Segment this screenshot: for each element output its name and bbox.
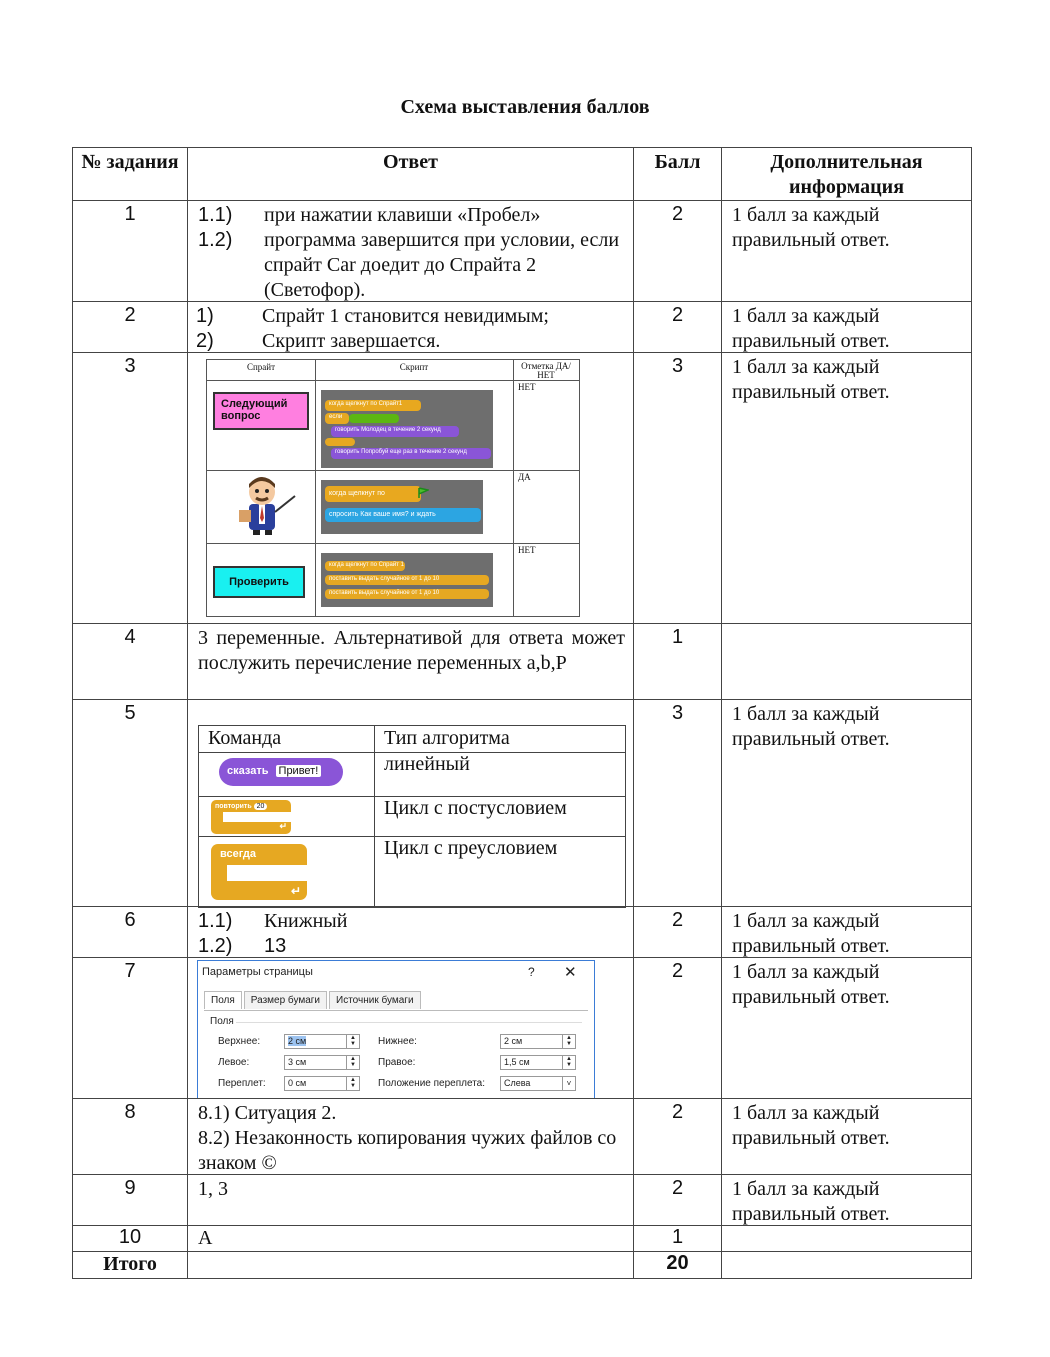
table-row (72, 906, 972, 958)
script-block-1 (321, 390, 493, 468)
list-item: 1.2) 13 (198, 935, 287, 957)
algorithm-type: линейный (384, 753, 470, 775)
task-number: 7 (72, 958, 187, 1099)
spin-icon[interactable]: ▲ ▼ (346, 1077, 359, 1090)
right-margin-label: Правое: (378, 1057, 416, 1068)
check-sprite: Проверить (213, 566, 305, 598)
info-cell: 1 балл за каждый правильный ответ. (721, 958, 972, 1099)
answer-line: 8.2) Незаконность копирования чужих файлов со знаком © (198, 1127, 617, 1174)
answer-cell (187, 201, 633, 302)
table-row (72, 301, 972, 353)
answer-cell (187, 1099, 633, 1175)
table-row (72, 699, 972, 907)
answer-mini-table (206, 359, 580, 617)
page-setup-dialog (197, 960, 595, 1099)
loop-arrow-icon: ↵ (290, 884, 301, 898)
page-title: Схема выставления баллов (400, 96, 650, 118)
mark-text: НЕТ (518, 382, 536, 392)
dialog-title: Параметры страницы (202, 966, 313, 978)
answer-cell (187, 302, 633, 353)
script-line: говорить Попробуй еще раз в течение 2 секунд (331, 448, 491, 459)
task-number: 1 (72, 201, 187, 302)
info-cell: 1 балл за каждый правильный ответ. (721, 1175, 972, 1226)
algorithm-table (198, 725, 626, 908)
say-argument: Привет! (276, 765, 322, 777)
forever-block: всегда ↵ (211, 844, 307, 900)
answer-cell (187, 353, 633, 624)
close-icon[interactable]: ✕ (564, 964, 577, 981)
repeat-block: повторить 20 ↵ (211, 800, 291, 834)
header-row (72, 147, 972, 201)
mini-header-script: Скрипт (399, 362, 429, 372)
task-number: 4 (72, 624, 187, 700)
left-margin-label: Левое: (218, 1057, 250, 1068)
spin-icon[interactable]: ▲ ▼ (562, 1035, 575, 1048)
bottom-margin-label: Нижнее: (378, 1036, 417, 1047)
info-cell (721, 1226, 972, 1252)
algorithm-type-header: Тип алгоритма (384, 727, 510, 749)
dialog-tabs (204, 991, 423, 1009)
repeat-argument: 20 (254, 803, 268, 810)
points-cell: 2 (633, 1099, 721, 1175)
algorithm-type: Цикл с постусловием (384, 797, 567, 819)
header-points: Балл (633, 148, 721, 201)
mark-text: ДА (518, 472, 531, 482)
list-item: 1.1) при нажатии клавиши «Пробел» (198, 204, 541, 226)
chevron-down-icon[interactable]: ˅ (562, 1077, 575, 1090)
header-info: Дополнительная информация (721, 148, 972, 201)
table-row (72, 1174, 972, 1226)
gutter-input[interactable]: 0 см ▲ ▼ (284, 1076, 360, 1091)
info-cell: 1 балл за каждый правильный ответ. (721, 201, 972, 302)
info-cell: 1 балл за каждый правильный ответ. (721, 302, 972, 353)
list-item: 1.2) программа завершится при условии, если спрайт Car доедит до Спрайта 2 (Светофор). (198, 229, 620, 301)
bottom-margin-input[interactable]: 2 см ▲ ▼ (500, 1034, 576, 1049)
task-number: 2 (72, 302, 187, 353)
answer-cell: А (187, 1226, 633, 1252)
info-cell: 1 балл за каждый правильный ответ. (721, 353, 972, 624)
header-num: № задания (72, 148, 187, 201)
table-row (72, 957, 972, 1099)
points-cell: 3 (633, 700, 721, 907)
info-cell (721, 624, 972, 700)
algorithm-type: Цикл с преусловием (384, 837, 558, 859)
table-row (72, 623, 972, 700)
table-row (72, 352, 972, 624)
condition-block (349, 414, 399, 423)
gutter-position-select[interactable]: Слева ˅ (500, 1076, 576, 1091)
help-icon[interactable]: ? (528, 965, 535, 979)
points-cell: 2 (633, 201, 721, 302)
script-line: когда щелкнут по Спрайт 1 (325, 561, 405, 571)
script-block-3 (321, 553, 493, 607)
points-cell: 3 (633, 353, 721, 624)
mark-text: НЕТ (518, 545, 536, 555)
list-item: 1) Спрайт 1 становится невидимым; (196, 305, 549, 327)
script-line: поставить выдать случайное от 1 до 10 (325, 589, 489, 599)
header-answer: Ответ (187, 148, 633, 201)
points-cell: 2 (633, 907, 721, 958)
answer-cell: 1, 3 (187, 1175, 633, 1226)
answer-cell (187, 700, 633, 907)
points-cell: 2 (633, 958, 721, 1099)
spin-icon[interactable]: ▲ ▼ (346, 1056, 359, 1069)
script-line: если (325, 413, 349, 424)
loop-arrow-icon: ↵ (279, 821, 287, 831)
tab-paper-source[interactable]: Источник бумаги (329, 991, 421, 1009)
teacher-sprite-icon (229, 474, 299, 536)
table-row (72, 200, 972, 302)
spin-icon[interactable]: ▲ ▼ (346, 1035, 359, 1048)
answer-cell: 3 переменные. Альтернативой для ответа может послужить перечисление переменных а,b,Р (187, 624, 633, 700)
task-number: 8 (72, 1099, 187, 1175)
mini-header-sprite: Спрайт (246, 362, 276, 372)
else-block (325, 438, 355, 446)
answer-line: 8.1) Ситуация 2. (198, 1102, 337, 1124)
tab-paper-size[interactable]: Размер бумаги (244, 991, 327, 1009)
table-row (72, 1225, 972, 1252)
gutter-position-label: Положение переплета: (378, 1078, 486, 1089)
info-cell (721, 1252, 972, 1278)
answer-cell (187, 907, 633, 958)
points-cell: 2 (633, 1175, 721, 1226)
top-margin-input[interactable]: 2 см ▲ ▼ (284, 1034, 360, 1049)
tab-margins[interactable]: Поля (204, 991, 242, 1009)
script-line: спросить Как ваше имя? и ждать (325, 508, 481, 522)
answer-cell (187, 958, 633, 1099)
right-margin-input[interactable]: 1,5 см ▲ ▼ (500, 1055, 576, 1070)
task-number: 10 (72, 1226, 187, 1252)
info-cell: 1 балл за каждый правильный ответ. (721, 907, 972, 958)
list-item: 1.1) Книжный (198, 910, 348, 932)
answer-cell (187, 1252, 633, 1278)
margins-group-label: Поля (210, 1016, 234, 1027)
margins-panel (204, 1010, 588, 1098)
total-label: Итого (72, 1252, 187, 1278)
spin-icon[interactable]: ▲ ▼ (562, 1056, 575, 1069)
script-block-2 (321, 480, 483, 534)
info-cell: 1 балл за каждый правильный ответ. (721, 1099, 972, 1175)
task-number: 9 (72, 1175, 187, 1226)
task-number: 6 (72, 907, 187, 958)
points-cell: 2 (633, 302, 721, 353)
task-number: 5 (72, 700, 187, 907)
info-cell: 1 балл за каждый правильный ответ. (721, 700, 972, 907)
total-row (72, 1251, 972, 1279)
task-number: 3 (72, 353, 187, 624)
script-line: поставить выдать случайное от 1 до 10 (325, 575, 489, 585)
list-item: 2) Скрипт завершается. (196, 330, 441, 352)
command-header: Команда (208, 727, 282, 749)
gutter-label: Переплет: (218, 1078, 266, 1089)
mini-header-mark: Отметка ДА/НЕТ (521, 361, 571, 380)
script-line: когда щелкнут по (325, 486, 421, 502)
top-margin-label: Верхнее: (218, 1036, 261, 1047)
points-cell: 1 (633, 624, 721, 700)
left-margin-input[interactable]: 3 см ▲ ▼ (284, 1055, 360, 1070)
total-points: 20 (633, 1252, 721, 1278)
green-flag-icon (417, 487, 429, 499)
points-cell: 1 (633, 1226, 721, 1252)
next-question-sprite: Следующий вопрос (213, 392, 309, 430)
say-block: сказать Привет! (219, 758, 343, 786)
script-line: говорить Молодец в течение 2 секунд (331, 426, 459, 437)
script-line: когда щелкнут по Спрайт1 (325, 400, 421, 411)
table-row (72, 1098, 972, 1175)
